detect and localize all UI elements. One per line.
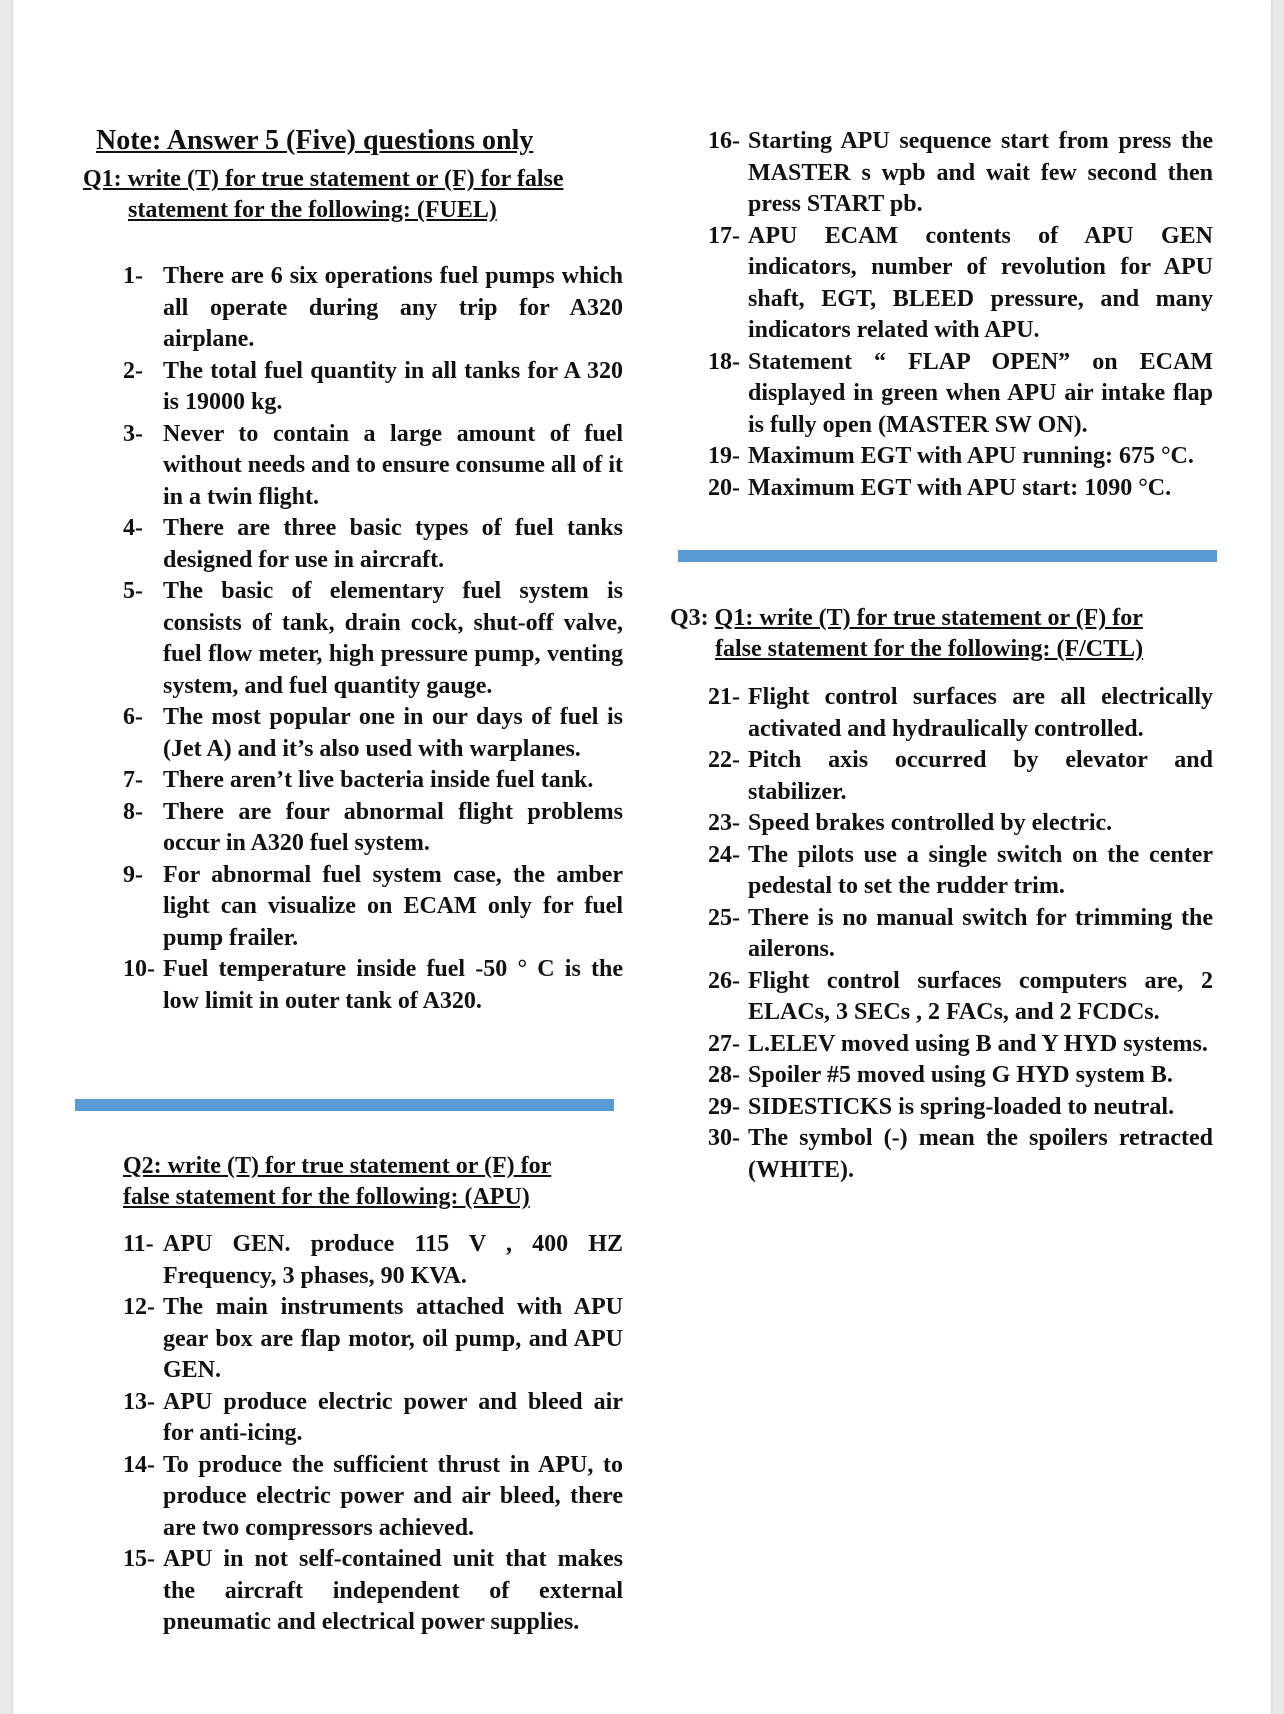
question-item [123, 356, 623, 419]
item-text: The symbol (-) mean the spoilers retracted (WHITE). [748, 1125, 1213, 1183]
question-item [123, 765, 623, 797]
item-number: 6- [123, 704, 143, 730]
divider-left [75, 1099, 614, 1111]
item-text: APU ECAM contents of APU GEN indicators, number of revolution for APU shaft, EGT, BLEED pressure, and many indicators related with APU. [748, 222, 1213, 343]
item-number: 11- [123, 1231, 154, 1257]
question-item [708, 1060, 1213, 1092]
question-item [123, 702, 623, 765]
q3-heading-line1-wrap [670, 603, 1215, 634]
question-item [708, 745, 1213, 808]
item-number: 19- [708, 443, 740, 469]
question-item [708, 221, 1213, 347]
item-number: 29- [708, 1093, 740, 1120]
item-text: Flight control surfaces computers are, 2 ELACs, 3 SECs , 2 FACs, and 2 FCDCs. [748, 967, 1213, 1025]
item-number: 30- [708, 1125, 740, 1151]
item-number: 27- [708, 1030, 740, 1057]
question-item [708, 441, 1213, 473]
q3-heading [670, 603, 1215, 665]
item-number: 10- [123, 956, 155, 982]
document-page [13, 0, 1271, 1714]
item-text: There aren’t live bacteria inside fuel tank. [163, 767, 594, 793]
item-text: Pitch axis occurred by elevator and stabilizer. [748, 747, 1213, 805]
question-item [708, 473, 1213, 505]
q1-heading-line2: statement for the following: (FUEL) [128, 197, 497, 223]
q3-heading-line1: Q1: write (T) for true statement or (F) for [714, 605, 1143, 631]
item-text: APU produce electric power and bleed air for anti-icing. [163, 1388, 623, 1446]
item-text: The most popular one in our days of fuel is (Jet A) and it’s also used with warplanes. [163, 704, 623, 762]
item-number: 3- [123, 420, 143, 447]
question-item [708, 1092, 1213, 1124]
item-number: 24- [708, 841, 740, 868]
question-item [708, 1123, 1213, 1186]
question-item [123, 513, 623, 576]
item-text: Spoiler #5 moved using G HYD system B. [748, 1062, 1173, 1088]
item-number: 18- [708, 348, 740, 375]
item-number: 21- [708, 684, 740, 710]
question-item [123, 419, 623, 514]
item-text: The pilots use a single switch on the center pedestal to set the rudder trim. [748, 841, 1213, 899]
item-text: For abnormal fuel system case, the amber light can visualize on ECAM only for fuel pump frailer. [163, 861, 623, 951]
item-text: Maximum EGT with APU start: 1090 °C. [748, 474, 1172, 501]
question-item [708, 808, 1213, 840]
question-item [123, 860, 623, 955]
item-text: Fuel temperature inside fuel -50 ° C is the low limit in outer tank of A320. [163, 956, 623, 1014]
question-item [123, 954, 623, 1017]
question-item [708, 347, 1213, 442]
question-item [123, 1544, 623, 1639]
item-number: 14- [123, 1451, 155, 1478]
item-number: 26- [708, 967, 740, 994]
item-text: There is no manual switch for trimming the ailerons. [748, 904, 1213, 962]
question-item [708, 682, 1213, 745]
question-item [708, 903, 1213, 966]
item-number: 25- [708, 904, 740, 931]
question-item [123, 576, 623, 702]
item-text: APU in not self-contained unit that makes the aircraft independent of external pneumatic and electrical power supplies. [163, 1546, 623, 1635]
item-text: The main instruments attached with APU gear box are flap motor, oil pump, and APU GEN. [163, 1294, 623, 1383]
item-text: There are 6 six operations fuel pumps which all operate during any trip for A320 airplane. [163, 263, 623, 352]
item-number: 1- [123, 263, 143, 289]
item-number: 4- [123, 515, 143, 541]
item-number: 15- [123, 1546, 155, 1572]
item-text: SIDESTICKS is spring-loaded to neutral. [748, 1093, 1175, 1120]
item-text: L.ELEV moved using B and Y HYD systems. [748, 1030, 1208, 1057]
question-item [123, 1292, 623, 1387]
question-item [123, 797, 623, 860]
item-text: Never to contain a large amount of fuel without needs and to ensure consume all of it in a twin flight. [163, 420, 623, 510]
question-item [708, 840, 1213, 903]
item-number: 22- [708, 747, 740, 773]
q1-heading [83, 164, 628, 226]
item-number: 28- [708, 1062, 740, 1088]
item-number: 17- [708, 222, 740, 249]
question-item [123, 1229, 623, 1292]
item-text: Statement “ FLAP OPEN” on ECAM displayed in green when APU air intake flap is fully open (MASTER SW ON). [748, 348, 1213, 438]
q2-heading-line2: false statement for the following: (APU) [123, 1184, 530, 1210]
item-text: APU GEN. produce 115 V , 400 HZ Frequency, 3 phases, 90 KVA. [163, 1231, 623, 1289]
item-text: There are four abnormal flight problems occur in A320 fuel system. [163, 798, 623, 856]
question-item [123, 1450, 623, 1545]
item-text: Starting APU sequence start from press the MASTER s wpb and wait few second then press START pb. [748, 128, 1213, 217]
item-number: 20- [708, 474, 740, 501]
item-text: Flight control surfaces are all electrically activated and hydraulically controlled. [748, 684, 1213, 742]
question-item [708, 1029, 1213, 1061]
note-heading: Note: Answer 5 (Five) questions only [96, 125, 534, 156]
divider-right [678, 550, 1217, 562]
item-text: The basic of elementary fuel system is consists of tank, drain cock, shut-off valve, fuel flow meter, high pressure pump, venting system, and fuel quantity gauge. [163, 578, 623, 699]
question-item [123, 1387, 623, 1450]
q1-list [123, 261, 623, 1017]
item-number: 16- [708, 128, 740, 154]
item-number: 7- [123, 767, 143, 793]
item-text: There are three basic types of fuel tanks designed for use in aircraft. [163, 515, 623, 573]
q3-heading-line2: false statement for the following: (F/CTL) [715, 636, 1144, 662]
q3-heading-prefix: Q3: [670, 605, 715, 631]
item-number: 23- [708, 810, 740, 836]
item-number: 8- [123, 798, 143, 825]
question-item [708, 126, 1213, 221]
q2-list-left [123, 1229, 623, 1639]
q2-heading-line1: Q2: write (T) for true statement or (F) for [123, 1153, 552, 1179]
item-text: Maximum EGT with APU running: 675 °C. [748, 443, 1194, 469]
item-text: To produce the sufficient thrust in APU, to produce electric power and air bleed, there are two compressors achieved. [163, 1451, 623, 1541]
q1-heading-line1: Q1: write (T) for true statement or (F) for false [83, 166, 564, 192]
item-number: 12- [123, 1294, 155, 1320]
q2-heading [123, 1151, 623, 1213]
item-number: 9- [123, 861, 143, 888]
q2-list-right [708, 126, 1213, 504]
q3-list [708, 682, 1213, 1186]
item-text: Speed brakes controlled by electric. [748, 810, 1113, 836]
item-number: 13- [123, 1388, 155, 1415]
item-number: 5- [123, 578, 143, 604]
question-item [123, 261, 623, 356]
item-text: The total fuel quantity in all tanks for A 320 is 19000 kg. [163, 357, 623, 415]
item-number: 2- [123, 357, 143, 384]
question-item [708, 966, 1213, 1029]
